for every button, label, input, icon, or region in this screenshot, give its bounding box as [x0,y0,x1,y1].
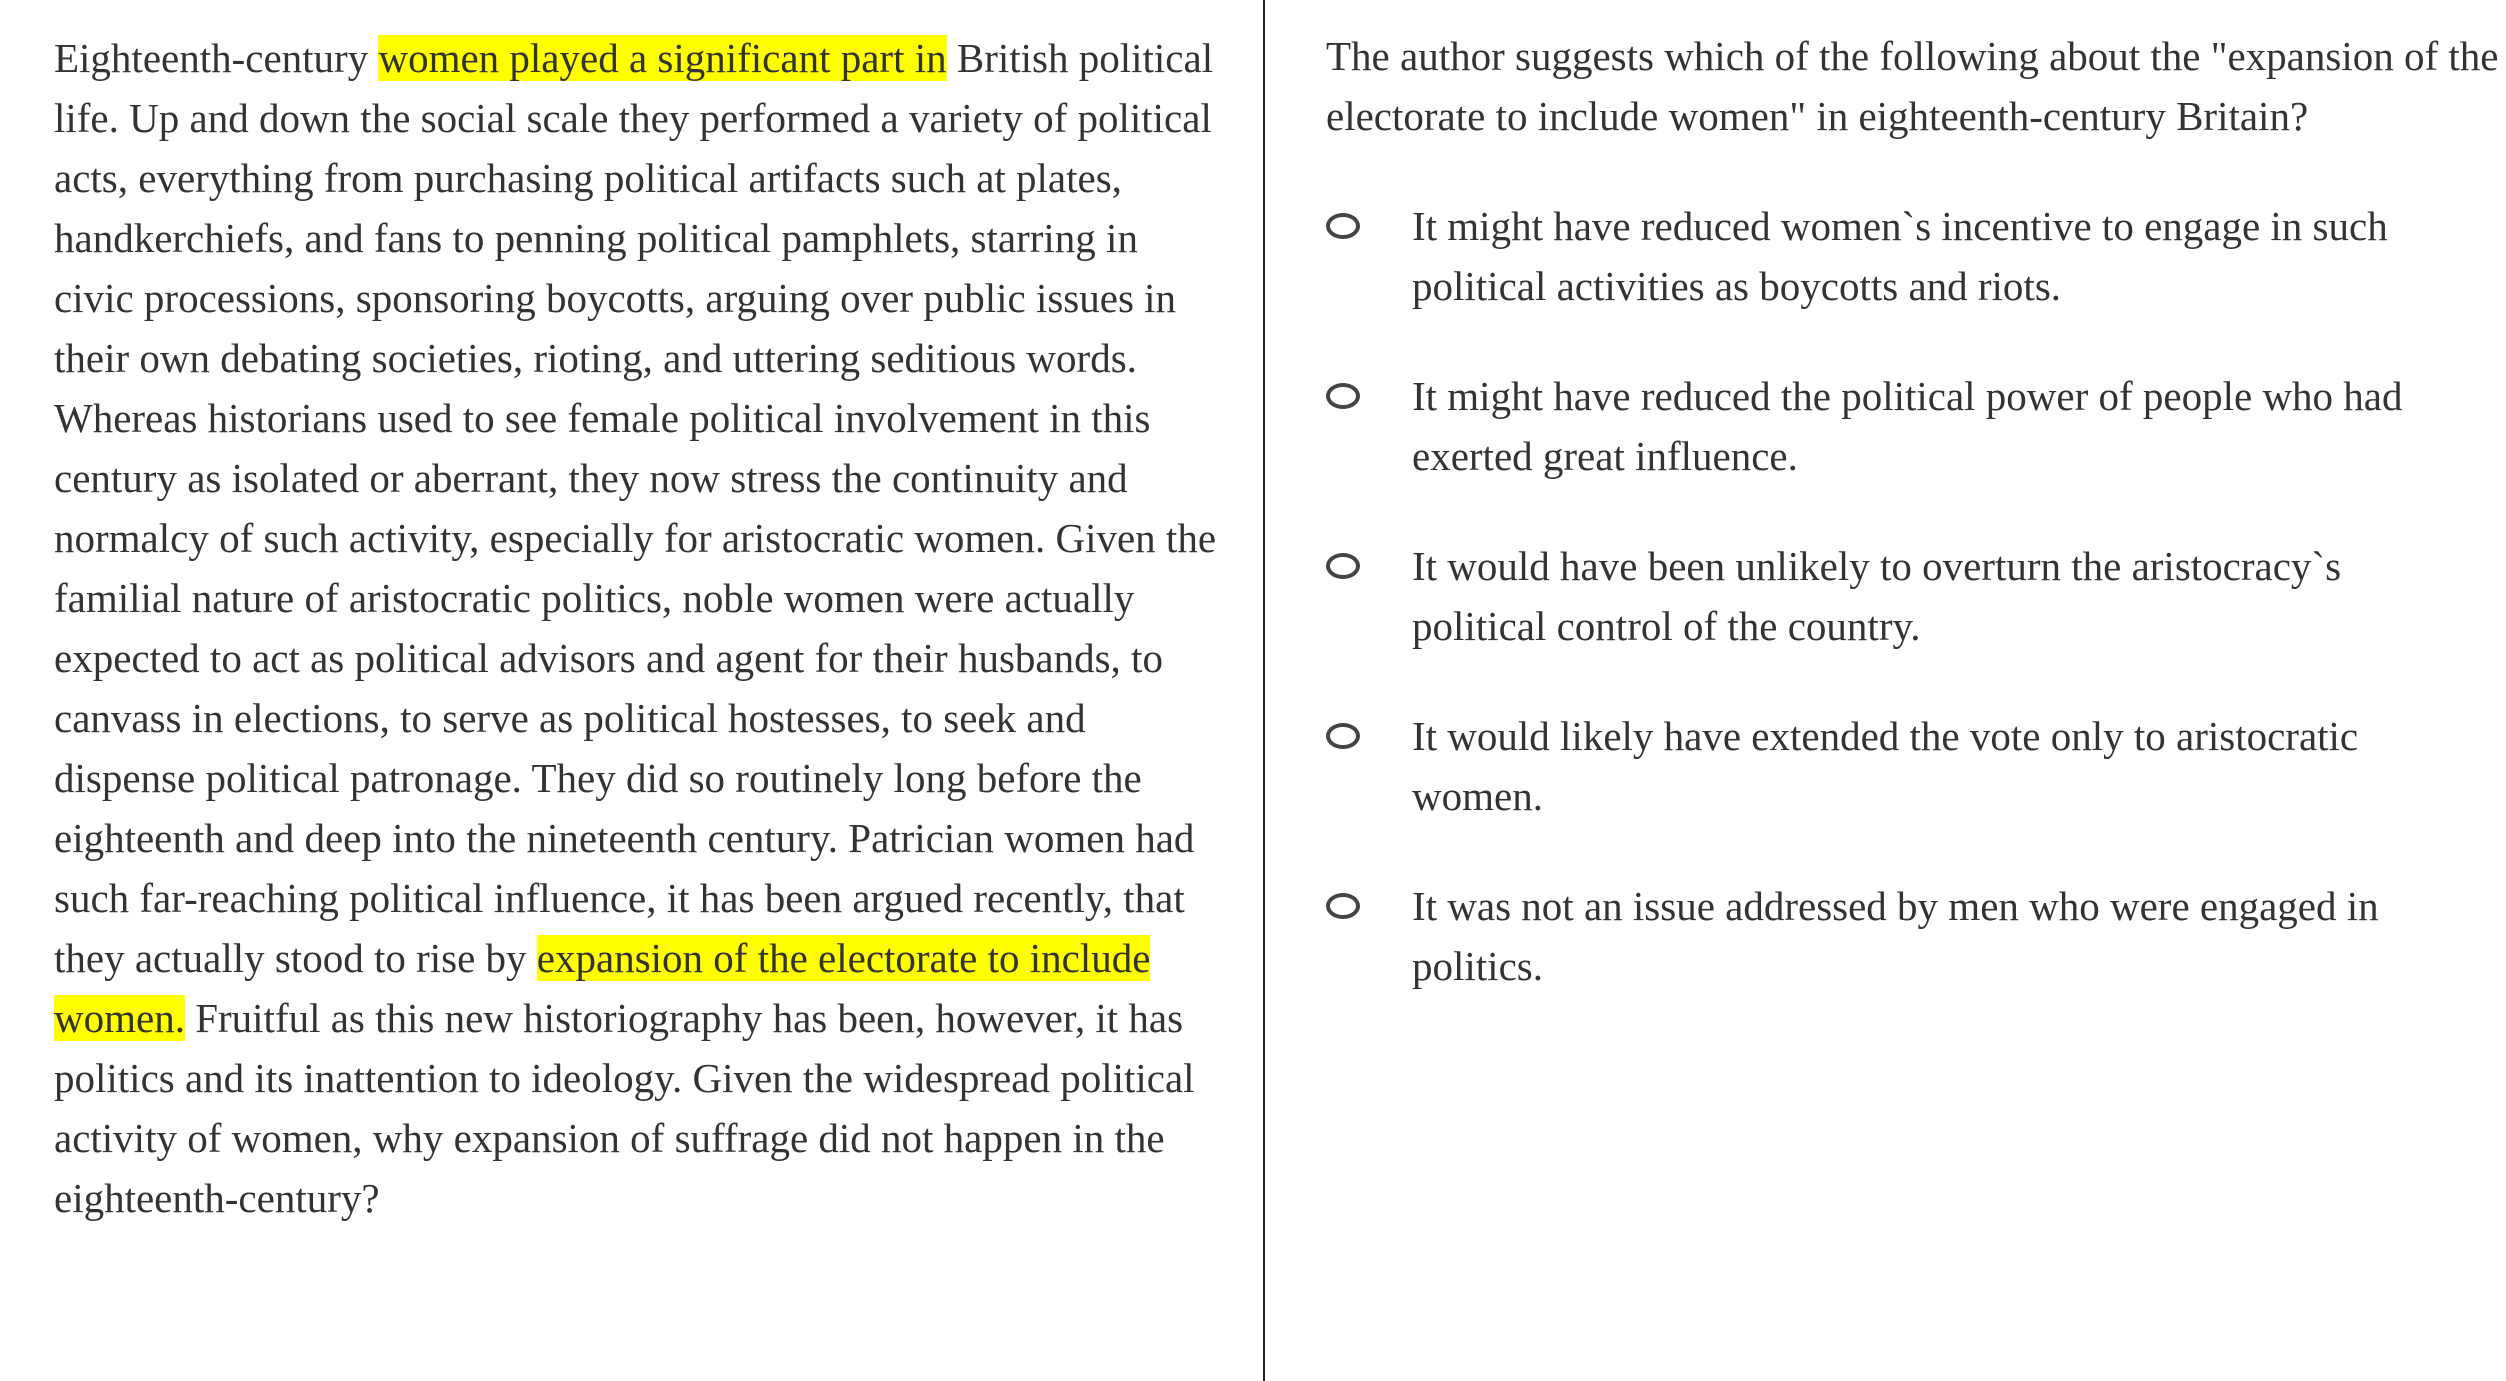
answer-option[interactable] [1326,706,2466,826]
radio-button-icon[interactable] [1326,213,1360,239]
answer-option-label[interactable]: It might have reduced the political power of people who had exerted great influence. [1412,373,2403,479]
passage-highlight[interactable]: women played a significant part in [378,35,947,81]
passage-segment: Eighteenth-century [54,35,379,81]
pane-divider[interactable] [1263,0,1265,1381]
passage-highlight[interactable]: expansion of the electorate to include women. [54,935,1151,1041]
answer-option-label[interactable]: It might have reduced women`s incentive to engage in such political activities as boycotts and riots. [1412,203,2388,309]
question-stem: The author suggests which of the following about the "expansion of the electorate to include women" in eighteenth-century Britain? [1326,33,2499,139]
radio-button-icon[interactable] [1326,383,1360,409]
answer-option[interactable] [1326,536,2466,656]
answer-option[interactable] [1326,366,2466,486]
answer-option[interactable] [1326,196,2466,316]
question-pane [1266,0,2506,1381]
passage-text [54,28,1224,1228]
radio-button-icon[interactable] [1326,893,1360,919]
answer-option[interactable] [1326,876,2466,996]
passage-segment: British political life. Up and down the social scale they performed a variety of political acts, everything from purchasing political artifacts such at plates, handkerchiefs, and fans to penning political pamphlets, starring in civic processions, sponsoring boycotts, arguing over public issues in their own debating societies, rioting, and uttering seditious words. Whereas historians used to see female political involvement in this century as isolated or aberrant, they now stress the continuity and normalcy of such activity, especially for aristocratic women. Given the familial nature of aristocratic politics, noble women were actually expected to act as political advisors and agent for their husbands, to canvass in elections, to serve as political hostesses, to seek and dispense political patronage. They did so routinely long before the eighteenth and deep into the nineteenth century. Patrician women had such far-reaching political influence, it has been argued recently, that they actually stood to rise by [54,35,1217,981]
answer-option-label[interactable]: It was not an issue addressed by men who were engaged in politics. [1412,883,2379,989]
passage-segment: Fruitful as this new historiography has been, however, it has politics and its inattention to ideology. Given the widespread political activity of women, why expansion of suffrage did not happen in the eighteenth-century? [54,995,1195,1221]
radio-button-icon[interactable] [1326,553,1360,579]
answer-option-label[interactable]: It would likely have extended the vote only to aristocratic women. [1412,713,2359,819]
answer-option-label[interactable]: It would have been unlikely to overturn the aristocracy`s political control of the country. [1412,543,2342,649]
radio-button-icon[interactable] [1326,723,1360,749]
